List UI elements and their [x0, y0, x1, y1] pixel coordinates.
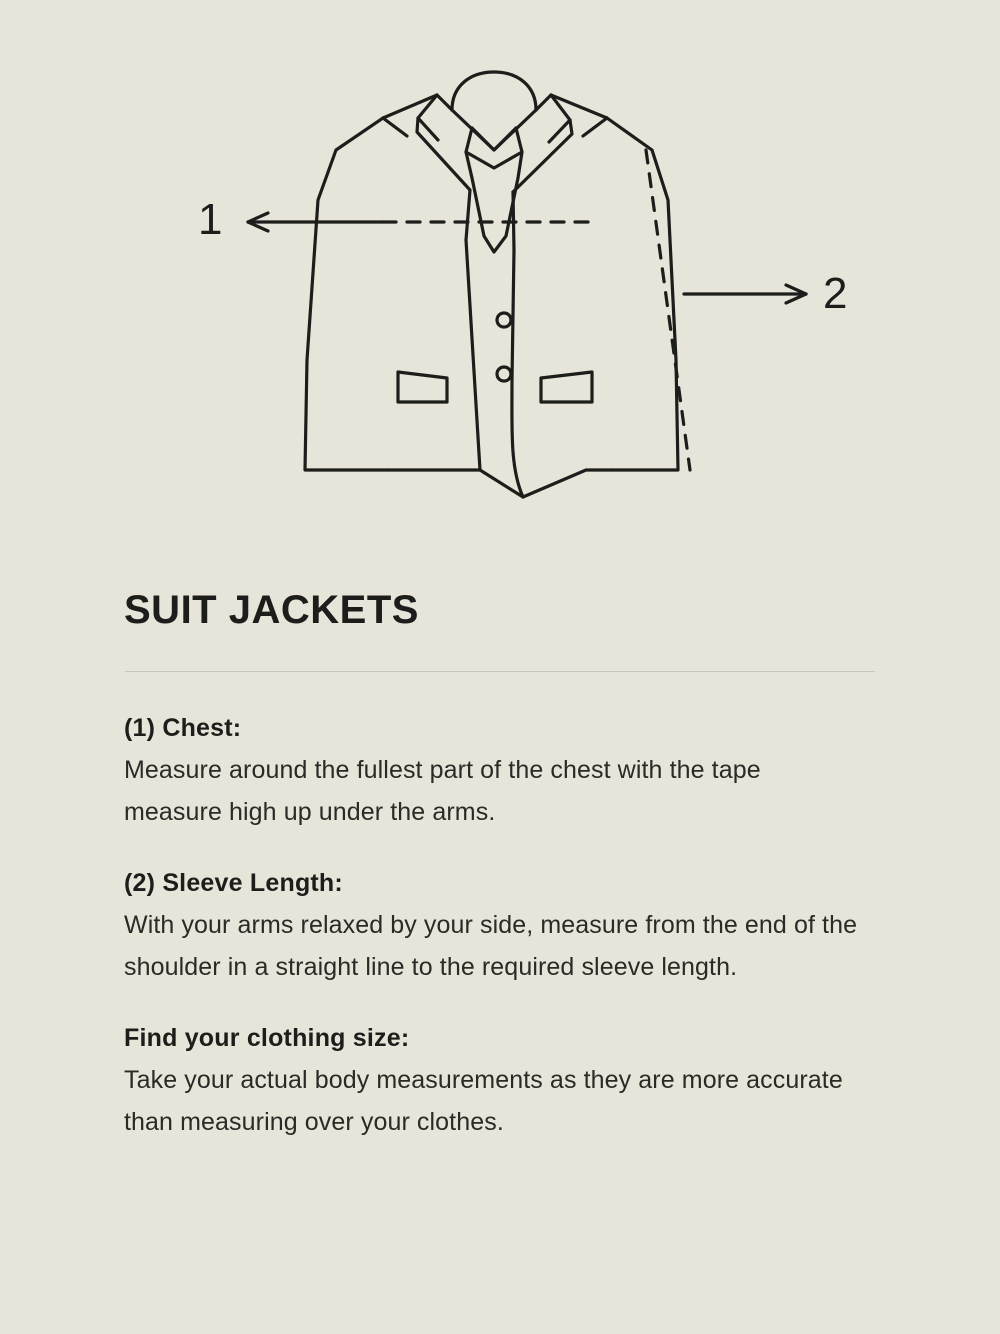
section-body-find-your-size: Take your actual body measurements as they are more accurate than measuring over your clothes. — [124, 1066, 843, 1136]
section-chest — [124, 714, 876, 833]
title-divider — [125, 671, 875, 672]
suit-jacket-illustration — [0, 0, 1000, 540]
section-heading-sleeve-length — [124, 869, 876, 898]
suit-jacket-line-drawing — [0, 0, 1000, 540]
section-heading-text-chest: Chest: — [162, 714, 242, 742]
page-title: SUIT JACKETS — [124, 588, 419, 632]
section-heading-find-your-size — [124, 1024, 876, 1053]
section-find-your-size — [124, 1024, 876, 1143]
section-body-sleeve-length: With your arms relaxed by your side, measure from the end of the shoulder in a straight line to the required sleeve length. — [124, 911, 858, 981]
marker-label-1: 1 — [198, 195, 223, 244]
section-heading-text-find-your-size: Find your clothing size: — [124, 1024, 410, 1052]
section-heading-text-sleeve-length: Sleeve Length: — [162, 869, 343, 897]
marker-label-2: 2 — [823, 269, 848, 318]
section-sleeve-length — [124, 869, 876, 988]
section-number-sleeve-length: (2) — [124, 869, 156, 897]
content-area — [0, 588, 1000, 1143]
section-body-chest: Measure around the fullest part of the chest with the tape measure high up under the arms. — [124, 756, 761, 826]
section-number-chest: (1) — [124, 714, 156, 742]
section-heading-chest — [124, 714, 876, 743]
